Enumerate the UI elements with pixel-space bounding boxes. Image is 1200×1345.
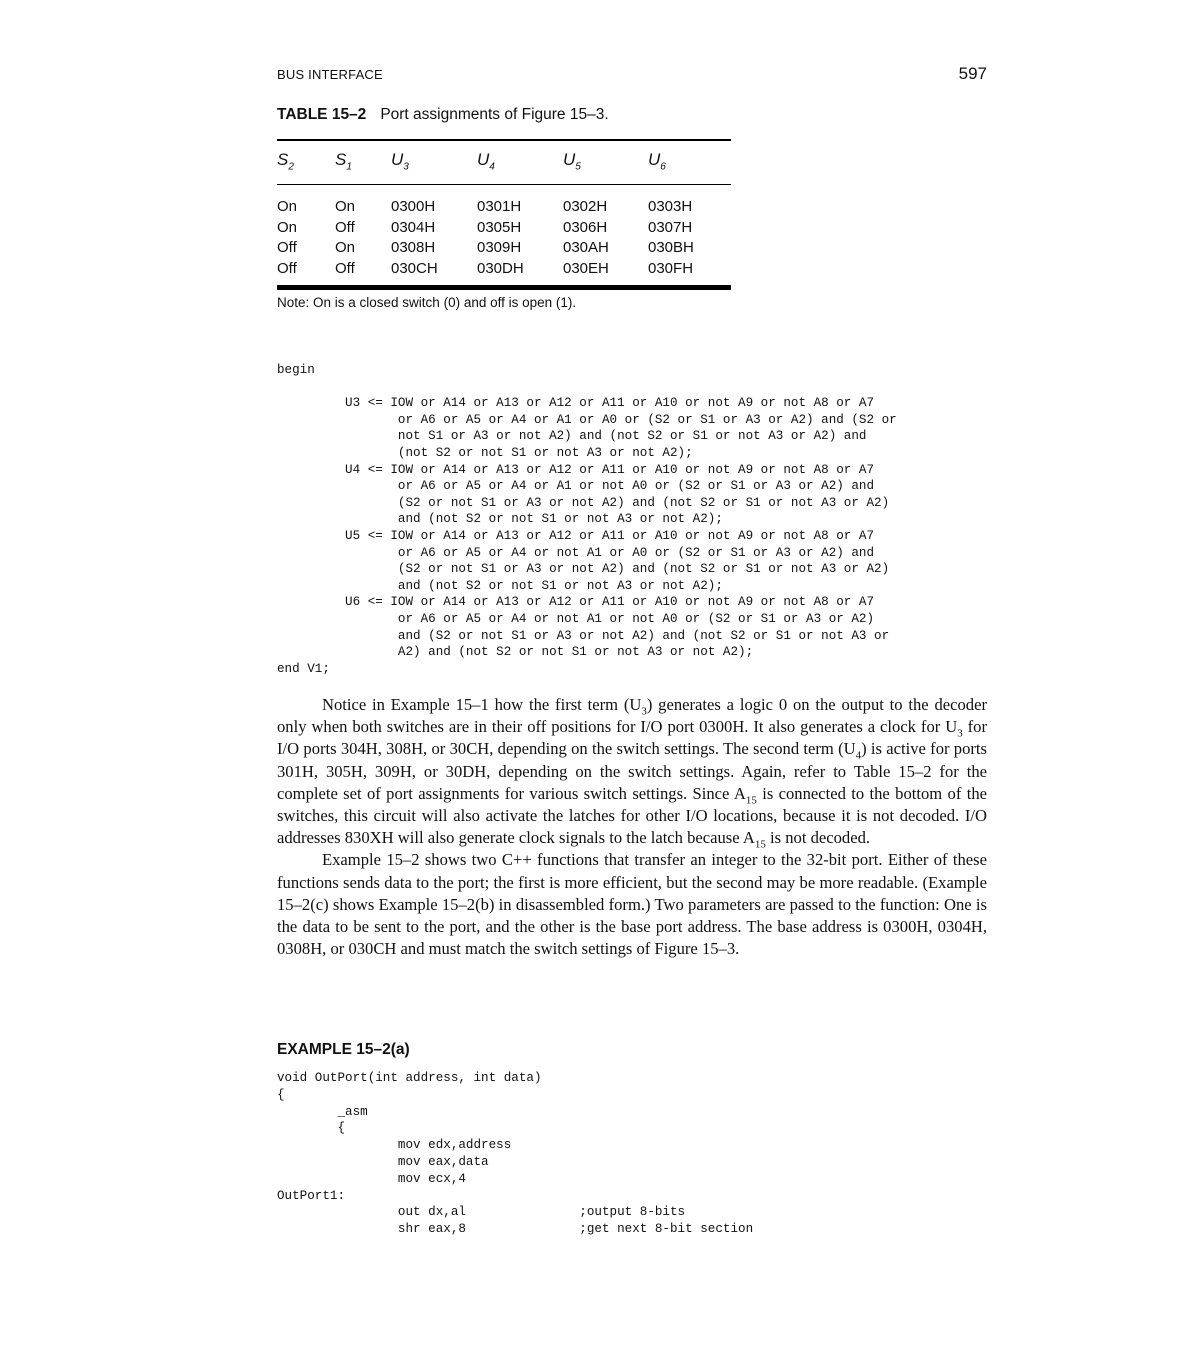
table-label: TABLE 15–2 — [277, 106, 367, 123]
column-header-u3: $U_3$ — [391, 150, 409, 173]
table-cell: Off — [277, 259, 297, 277]
table-cell: 030AH — [563, 239, 609, 257]
vhdl-code-listing: begin U3 <= IOW or A14 or A13 or A12 or A11 or A10 or not A9 or not A8 or A7 or A6 or A5 or A4 or A1 or A0 or (S2 or S1 or A3 or A2) and (S2 or not S1 or A3 or not A2) and (not S2 or S1 or not A3 or A2) and (not S2 or not S1 or not A3 or not A2); U4 <= IOW or A14 or A13 or A12 or A11 or A10 or not A9 or not A8 or A7 or A6 or A5 or A4 or A1 or not A0 or (S2 or S1 or A3 or A2) and (S2 or not S1 or A3 or not A2) and (not S2 or S1 or not A3 or A2) and (not S2 or not S1 or not A3 or not A2); U5 <= IOW or A14 or A13 or A12 or A11 or A10 or not A9 or not A8 or A7 or A6 or A5 or A4 or not A1 or A0 or (S2 or S1 or A3 or A2) and (S2 or not S1 or A3 or not A2) and (not S2 or S1 or not A3 or A2) and (not S2 or not S1 or not A3 or not A2); U6 <= IOW or A14 or A13 or A12 or A11 or A10 or not A9 or not A8 or A7 or A6 or A5 or A4 or not A1 or not A0 or (S2 or S1 or A3 or A2) and (S2 or not S1 or A3 or not A2) and (not S2 or S1 or not A3 or A2) and (not S2 or not S1 or not A3 or not A2); end V1; — [277, 363, 897, 676]
subscript: 3 — [957, 727, 963, 740]
column-header-s2: $S_2$ — [277, 150, 294, 173]
subscript: 4 — [855, 749, 862, 762]
section-name: BUS INTERFACE — [277, 67, 383, 82]
table-cell: 030CH — [391, 259, 438, 277]
table-row — [277, 218, 731, 239]
example-heading: EXAMPLE 15–2(a) — [277, 1041, 410, 1058]
body-text — [277, 694, 987, 960]
table-cell: On — [277, 218, 298, 236]
column-header-u5: $U_5$ — [563, 150, 581, 173]
table-cell: On — [335, 239, 356, 257]
table-cell: 0305H — [477, 218, 522, 236]
table-cell: On — [277, 198, 298, 216]
column-header-u4: $U_4$ — [477, 150, 495, 173]
paragraph: Example 15–2 shows two C++ functions that transfer an integer to the 32-bit port. Either of these functions sends data to the port; the first is more efficient, but the second may be more readable. (Example 15–2(c) shows Example 15–2(b) in disassembled form.) Two parameters are passed to the function: One is the data to be sent to the port, and the other is the base port address. The base address is 0300H, 0304H, 0308H, or 030CH and must match the switch settings of Figure 15–3. — [277, 850, 987, 959]
table-cell: 0307H — [648, 218, 693, 236]
port-assignment-table — [277, 139, 731, 290]
table-cell: Off — [277, 239, 297, 257]
table-row — [277, 238, 731, 259]
table-cell: 0303H — [648, 198, 693, 216]
table-cell: 0309H — [477, 239, 522, 257]
table-cell: 030BH — [648, 239, 694, 257]
subscript: 3 — [641, 705, 647, 718]
table-caption — [277, 106, 609, 124]
running-head — [277, 64, 987, 88]
table-row — [277, 185, 731, 218]
table-row — [277, 259, 731, 288]
paragraph: Notice in Example 15–1 how the first term $(U_3)$ generates a logic 0 on the output to the decoder only when both switches are in their off positions for I/O port 0300H. It also generates a clock for $U_3$ for I/O ports 304H, 308H, or 30CH, depending on the switch settings. The second term $(U_4)$ is active for ports 301H, 305H, 309H, or 30DH, depending on the switch settings. Again, refer to Table 15–2 for the complete set of port assignments for various switch settings. Since $A_{15}$ is connected to the bottom of the switches, this circuit will also activate the latches for other I/O locations, because it is not decoded. I/O addresses 830XH will also generate clock signals to the latch because $A_{15}$ is not decoded. — [277, 695, 987, 851]
table-cell: Off — [335, 218, 355, 236]
table-cell: On — [335, 198, 356, 216]
table-cell: 030DH — [477, 259, 524, 277]
subscript: 15 — [745, 794, 757, 807]
table-cell: Off — [335, 259, 355, 277]
table-cell: 0300H — [391, 198, 436, 216]
page-number: 597 — [958, 64, 987, 83]
table-cell: 0301H — [477, 198, 522, 216]
table-header-row — [277, 140, 731, 185]
table-title: Port assignments of Figure 15–3. — [380, 106, 609, 123]
column-header-u6: $U_6$ — [648, 150, 666, 173]
table-cell: 030EH — [563, 259, 609, 277]
subscript: 15 — [754, 838, 766, 851]
table-cell: 0308H — [391, 239, 436, 257]
column-header-s1: $S_1$ — [335, 150, 352, 173]
table-cell: 0304H — [391, 218, 436, 236]
c-code-listing: void OutPort(int address, int data) { _asm { mov edx,address mov eax,data mov ecx,4 OutPort1: out dx,al ;output 8-bits shr eax,8 ;get next 8-bit section — [277, 1071, 754, 1237]
table-cell: 0306H — [563, 218, 608, 236]
table-note: Note: On is a closed switch (0) and off is open (1). — [277, 295, 577, 310]
table-cell: 030FH — [648, 259, 694, 277]
table-cell: 0302H — [563, 198, 608, 216]
